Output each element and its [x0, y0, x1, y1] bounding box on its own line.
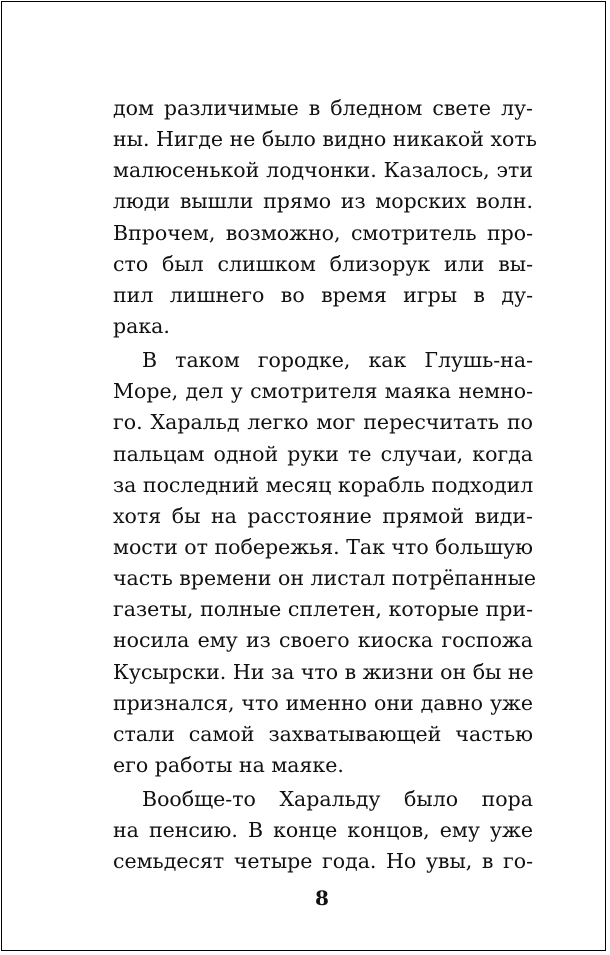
text-line: хотя бы на расстояние прямой види-: [113, 503, 533, 528]
text-line: признался, что именно они давно уже: [113, 690, 533, 715]
text-line: часть времени он листал потрёпанные: [113, 566, 537, 591]
text-line: носила ему из своего киоска госпожа: [113, 628, 533, 653]
text-line: Кусырски. Ни за что в жизни он бы не: [113, 659, 534, 684]
text-line: Море, дел у смотрителя маяка немно-: [113, 379, 533, 404]
text-line: семьдесят четыре года. Но увы, в го-: [113, 849, 533, 874]
text-line: стали самой захватывающей частью: [113, 721, 533, 746]
text-line: газеты, полные сплетен, которые при-: [113, 597, 533, 622]
page-body-text: [113, 93, 537, 878]
paragraph: [113, 93, 537, 342]
text-line: Вообще-то Харальду было пора: [142, 787, 533, 812]
book-page: [1, 1, 606, 951]
paragraph: [113, 784, 533, 877]
text-line: за последний месяц корабль подходил: [113, 472, 534, 497]
text-line: В таком городке, как Глушь-на-: [142, 348, 533, 373]
text-line: пил лишнего во время игры в ду-: [113, 282, 533, 307]
text-line: Впрочем, возможно, смотритель про-: [113, 220, 533, 245]
text-line: его работы на маяке.: [113, 752, 344, 777]
text-line: на пенсию. В конце концов, ему уже: [113, 818, 533, 843]
text-line: рака.: [113, 313, 170, 338]
text-line: сто был слишком близорук или вы-: [113, 251, 533, 276]
page-number: 8: [315, 886, 329, 910]
text-line: малюсенькой лодчонки. Казалось, эти: [113, 158, 533, 183]
text-line: дом различимые в бледном свете лу-: [113, 96, 533, 120]
text-line: ны. Нигде не было видно никакой хоть: [113, 127, 537, 152]
text-line: мости от побережья. Так что большую: [113, 534, 534, 559]
text-line: люди вышли прямо из морских волн.: [113, 189, 533, 214]
text-line: го. Харальд легко мог пересчитать по: [113, 410, 533, 435]
text-line: пальцам одной руки те случаи, когда: [113, 441, 533, 466]
paragraph: [113, 345, 537, 781]
